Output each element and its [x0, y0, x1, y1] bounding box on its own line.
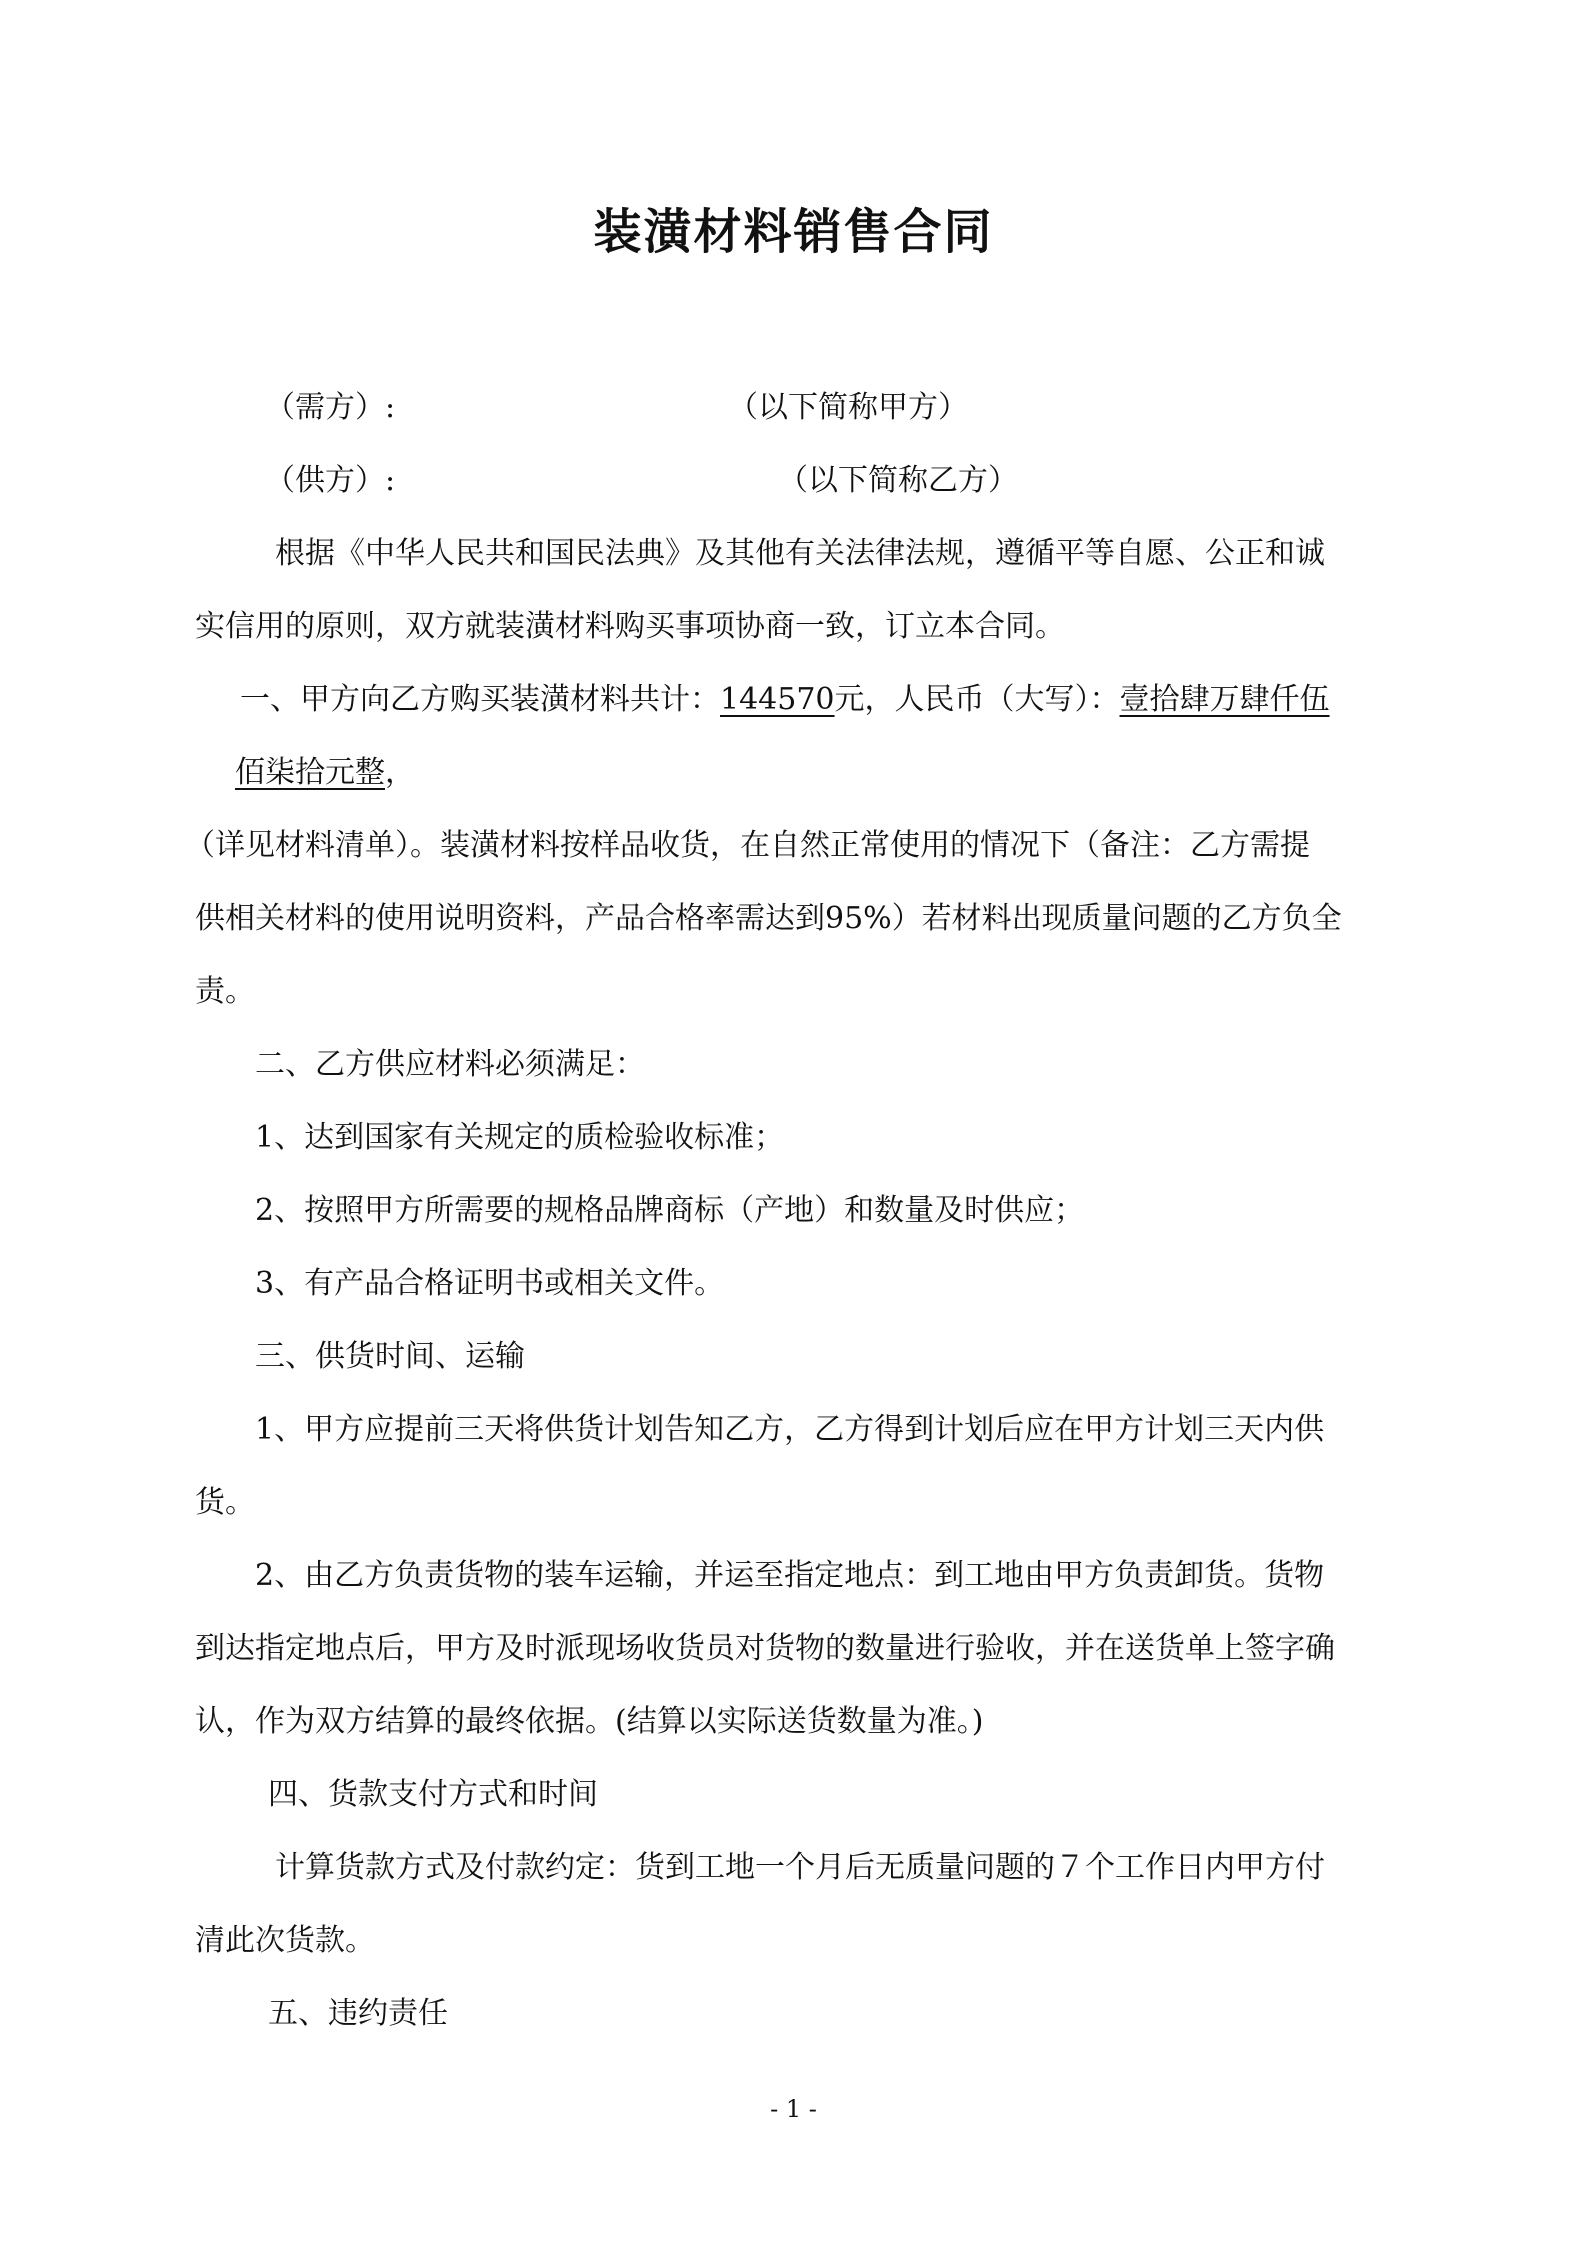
- article-3-item-1-line-2: 货。: [195, 1485, 255, 1520]
- amount-in-words-part-1: 壹拾肆万肆仟伍: [1119, 682, 1330, 717]
- intro-line-2: 实信用的原则，双方就装潢材料购买事项协商一致，订立本合同。: [195, 609, 1065, 644]
- article-1-line-1: [240, 680, 1330, 720]
- article-4-line-1: 计算货款方式及付款约定：货到工地一个月后无质量问题的７个工作日内甲方付: [275, 1850, 1325, 1885]
- seller-label: （供方）:: [265, 463, 396, 498]
- article-1-line-2: [235, 753, 415, 793]
- article-1-line-4: 供相关材料的使用说明资料，产品合格率需达到95%）若材料出现质量问题的乙方负全: [195, 901, 1342, 936]
- article-2-item-3: 3、有产品合格证明书或相关文件。: [255, 1266, 725, 1301]
- seller-alias: （以下简称乙方）: [778, 463, 1018, 498]
- article-2-heading: 二、乙方供应材料必须满足：: [255, 1047, 645, 1082]
- page-number: - 1 -: [770, 2095, 817, 2123]
- article-2-item-1: 1、达到国家有关规定的质检验收标准；: [255, 1120, 785, 1155]
- intro-line-1: 根据《中华人民共和国民法典》及其他有关法律法规，遵循平等自愿、公正和诚: [275, 536, 1325, 571]
- contract-amount: 144570: [720, 682, 835, 717]
- article-5-heading: 五、违约责任: [268, 1996, 448, 2031]
- article-1-mid: 元，人民币（大写）：: [834, 682, 1120, 717]
- article-4-heading: 四、货款支付方式和时间: [268, 1777, 598, 1812]
- article-1-line-3: （详见材料清单）。装潢材料按样品收货，在自然正常使用的情况下（备注：乙方需提: [185, 828, 1310, 863]
- article-3-item-2-line-2: 到达指定地点后，甲方及时派现场收货员对货物的数量进行验收，并在送货单上签字确: [195, 1631, 1335, 1666]
- article-2-item-2: 2、按照甲方所需要的规格品牌商标（产地）和数量及时供应；: [255, 1193, 1085, 1228]
- buyer-alias: （以下简称甲方）: [728, 390, 968, 425]
- article-3-heading: 三、供货时间、运输: [255, 1339, 525, 1374]
- article-4-line-2: 清此次货款。: [195, 1923, 375, 1958]
- article-1-prefix: 一、甲方向乙方购买装潢材料共计：: [240, 682, 720, 717]
- article-1-line-5: 责。: [195, 974, 255, 1009]
- buyer-label: （需方）:: [265, 390, 396, 425]
- article-3-item-1-line-1: 1、甲方应提前三天将供货计划告知乙方，乙方得到计划后应在甲方计划三天内供: [255, 1412, 1325, 1447]
- article-3-item-2-line-3: 认，作为双方结算的最终依据。(结算以实际送货数量为准。): [195, 1704, 984, 1739]
- amount-in-words-part-2: 佰柒拾元整: [235, 755, 385, 790]
- article-1-suffix: ，: [385, 755, 415, 790]
- document-title: 装潢材料销售合同: [593, 204, 994, 260]
- article-3-item-2-line-1: 2、由乙方负责货物的装车运输，并运至指定地点：到工地由甲方负责卸货。货物: [255, 1558, 1325, 1593]
